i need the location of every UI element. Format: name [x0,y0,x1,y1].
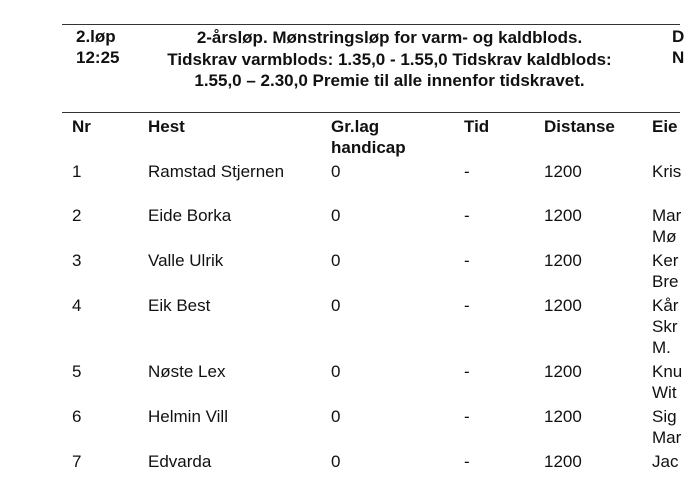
row-eier-line: Kår [652,296,679,315]
row-distanse: 1200 [544,407,582,426]
row-tid: - [464,206,470,225]
header-distanse: Distanse [544,117,615,136]
row-tid: - [464,162,470,181]
row-gr-lag: 0 [331,296,341,315]
row-hest: Eik Best [148,296,211,315]
header-gr-lag-line-1: Gr.lag [331,117,380,136]
row-hest: Ramstad Stjernen [148,162,285,181]
row-eier [652,250,678,292]
row-distanse: 1200 [544,206,582,225]
row-eier-line: Knu [652,362,683,381]
row-hest: Nøste Lex [148,362,226,381]
row-tid: - [464,251,470,270]
header-nr: Nr [72,117,91,136]
row-eier-line: Wit [652,383,677,402]
header-gr-lag-line-2: handicap [331,138,406,157]
row-eier-line: Mar [652,428,682,447]
race-extra-line-1: D [672,27,684,46]
row-eier-line: Kris [652,162,682,181]
race-number: 2.løp [76,27,116,46]
row-eier-line: Sig [652,407,677,426]
row-nr: 1 [72,162,82,181]
row-gr-lag: 0 [331,162,341,181]
race-time: 12:25 [76,48,120,67]
row-eier-line: Mar [652,206,682,225]
row-nr: 2 [72,206,82,225]
row-eier [652,161,681,182]
row-tid: - [464,407,470,426]
row-eier-line: Bre [652,272,679,291]
row-eier-line: Jac [652,452,679,471]
row-nr: 6 [72,407,82,426]
row-distanse: 1200 [544,251,582,270]
row-hest: Edvarda [148,452,212,471]
row-eier-line: M. [652,338,671,357]
row-gr-lag: 0 [331,206,341,225]
row-hest: Helmin Vill [148,407,228,426]
row-eier [652,361,682,403]
row-nr: 5 [72,362,82,381]
row-gr-lag: 0 [331,407,341,426]
header-eier: Eie [652,117,678,136]
top-rule [62,24,680,25]
row-eier-line: Mø [652,227,677,246]
row-eier-line: Ker [652,251,679,270]
row-distanse: 1200 [544,296,582,315]
row-tid: - [464,296,470,315]
row-hest: Valle Ulrik [148,251,224,270]
row-eier [652,295,678,358]
row-nr: 4 [72,296,82,315]
row-hest: Eide Borka [148,206,232,225]
header-rule [62,112,680,113]
row-distanse: 1200 [544,452,582,471]
header-gr-lag [331,116,406,158]
row-gr-lag: 0 [331,362,341,381]
row-nr: 3 [72,251,82,270]
row-gr-lag: 0 [331,251,341,270]
row-eier [652,451,678,472]
header-tid: Tid [464,117,490,136]
row-tid: - [464,362,470,381]
row-eier-line: Skr [652,317,678,336]
row-eier [652,406,681,448]
row-nr: 7 [72,452,82,471]
header-hest: Hest [148,117,185,136]
row-eier [652,205,681,247]
row-tid: - [464,452,470,471]
race-description: 2-årsløp. Mønstringsløp for varm- og kaldblods. Tidskrav varmblods: 1.35,0 - 1.55,0 Tidskrav kaldblods: 1.55,0 – 2.30,0 Premie til alle innenfor tidskravet. [167,28,612,90]
race-extra-line-2: N [672,48,684,67]
row-distanse: 1200 [544,162,582,181]
row-gr-lag: 0 [331,452,341,471]
row-distanse: 1200 [544,362,582,381]
